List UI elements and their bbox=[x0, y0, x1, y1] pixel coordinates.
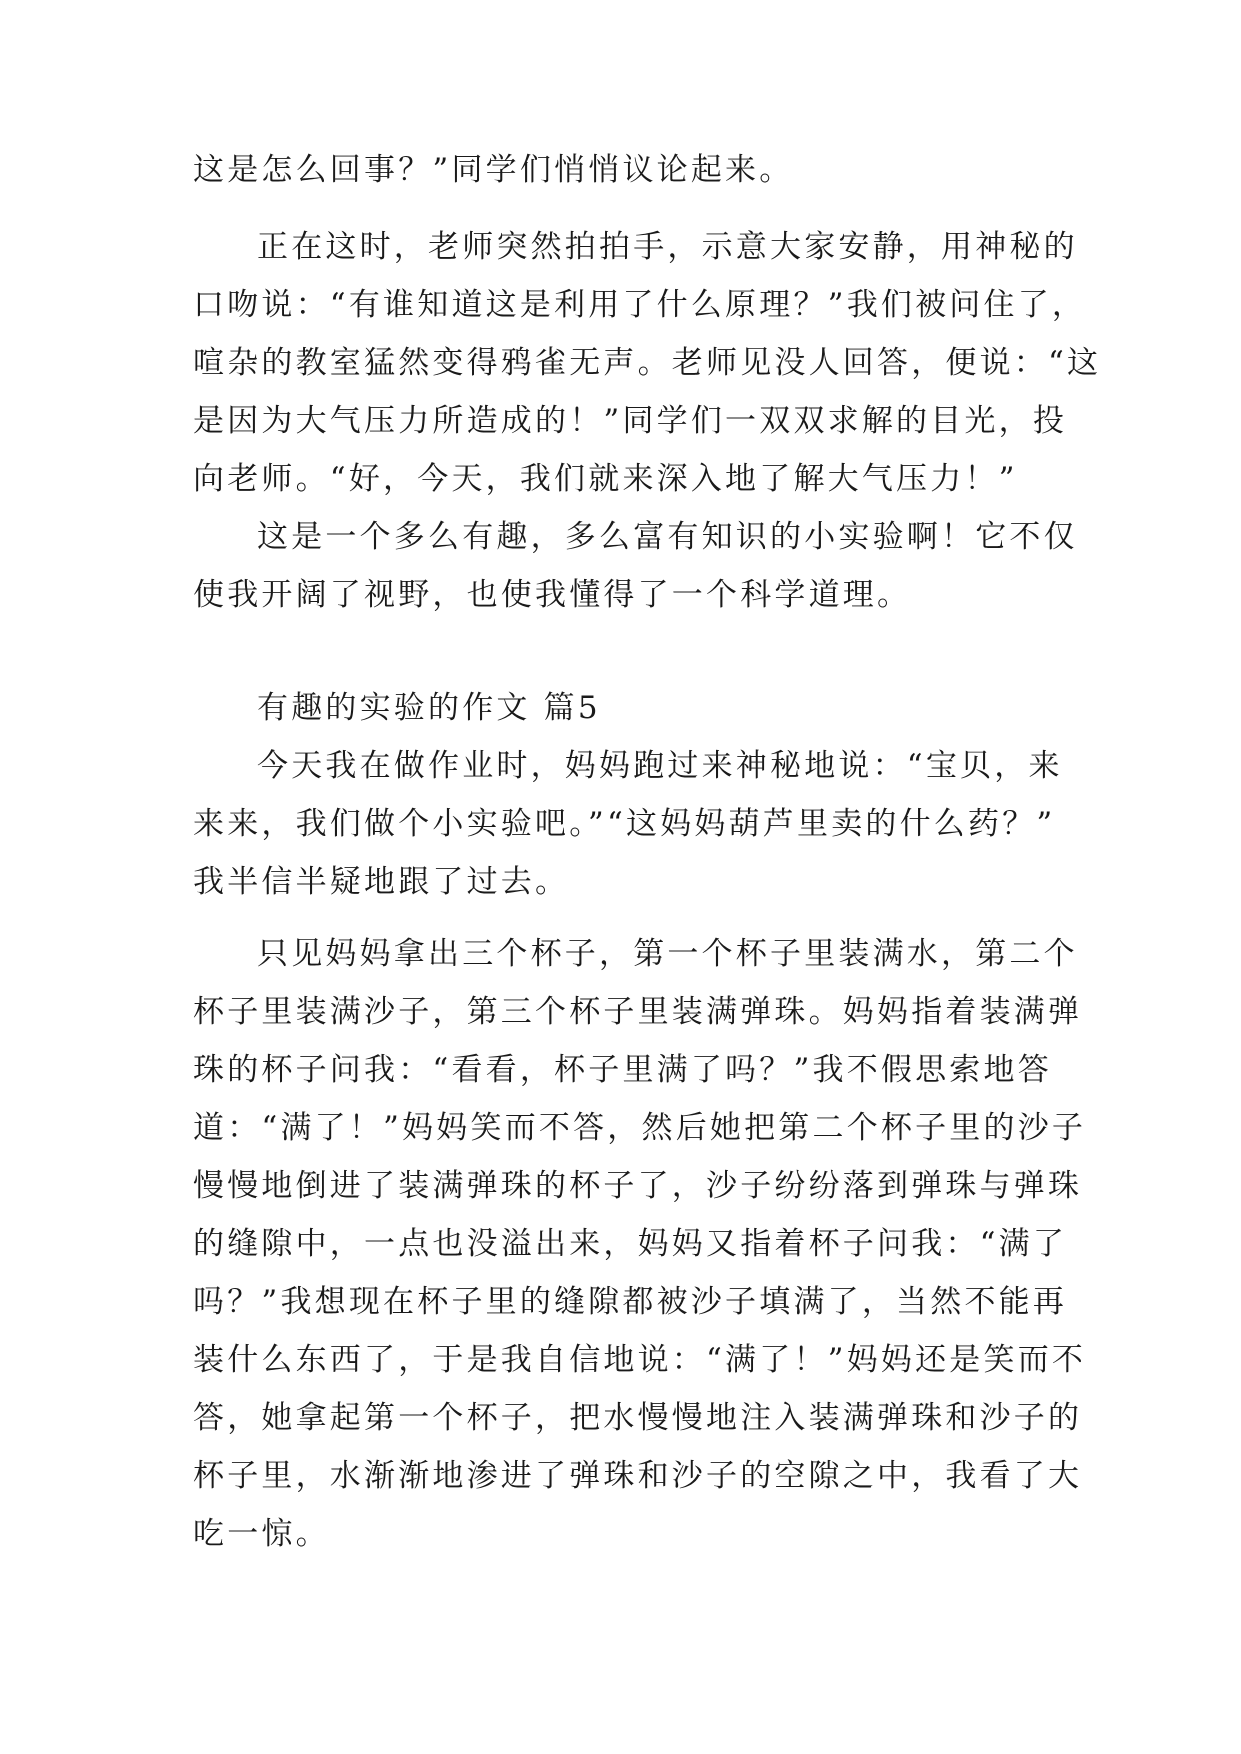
text-line: 慢慢地倒进了装满弹珠的杯子了，沙子纷纷落到弹珠与弹珠 bbox=[193, 1168, 1083, 1204]
text-line: 装什么东西了，于是我自信地说：“满了！”妈妈还是笑而不 bbox=[193, 1342, 1087, 1378]
text-line: 的缝隙中，一点也没溢出来，妈妈又指着杯子问我：“满了 bbox=[193, 1226, 1068, 1262]
text-line: 这是一个多么有趣，多么富有知识的小实验啊！它不仅 bbox=[257, 519, 1078, 555]
text-line: 这是怎么回事？”同学们悄悄议论起来。 bbox=[193, 152, 794, 188]
text-line: 是因为大气压力所造成的！”同学们一双双求解的目光，投 bbox=[193, 403, 1068, 439]
text-line: 来来，我们做个小实验吧。”“这妈妈葫芦里卖的什么药？” bbox=[193, 806, 1056, 842]
text-line: 口吻说：“有谁知道这是利用了什么原理？”我们被问住了， bbox=[193, 287, 1087, 323]
text-line: 吗？”我想现在杯子里的缝隙都被沙子填满了，当然不能再 bbox=[193, 1284, 1068, 1320]
text-line: 吃一惊。 bbox=[193, 1516, 330, 1552]
text-line: 向老师。“好，今天，我们就来深入地了解大气压力！” bbox=[193, 461, 1018, 497]
text-line: 珠的杯子问我：“看看，杯子里满了吗？”我不假思索地答 bbox=[193, 1052, 1052, 1088]
text-line: 杯子里，水渐渐地渗进了弹珠和沙子的空隙之中，我看了大 bbox=[193, 1458, 1083, 1494]
text-line: 今天我在做作业时，妈妈跑过来神秘地说：“宝贝，来 bbox=[257, 748, 1063, 784]
text-line: 答，她拿起第一个杯子，把水慢慢地注入装满弹珠和沙子的 bbox=[193, 1400, 1083, 1436]
text-line: 只见妈妈拿出三个杯子，第一个杯子里装满水，第二个 bbox=[257, 936, 1078, 972]
text-line: 道：“满了！”妈妈笑而不答，然后她把第二个杯子里的沙子 bbox=[193, 1110, 1087, 1146]
text-line: 使我开阔了视野，也使我懂得了一个科学道理。 bbox=[193, 577, 912, 613]
text-line: 正在这时，老师突然拍拍手，示意大家安静，用神秘的 bbox=[257, 229, 1078, 265]
section-heading: 有趣的实验的作文 篇5 bbox=[257, 690, 601, 726]
text-line: 我半信半疑地跟了过去。 bbox=[193, 864, 570, 900]
text-line: 杯子里装满沙子，第三个杯子里装满弹珠。妈妈指着装满弹 bbox=[193, 994, 1083, 1030]
text-line: 喧杂的教室猛然变得鸦雀无声。老师见没人回答，便说：“这 bbox=[193, 345, 1102, 381]
